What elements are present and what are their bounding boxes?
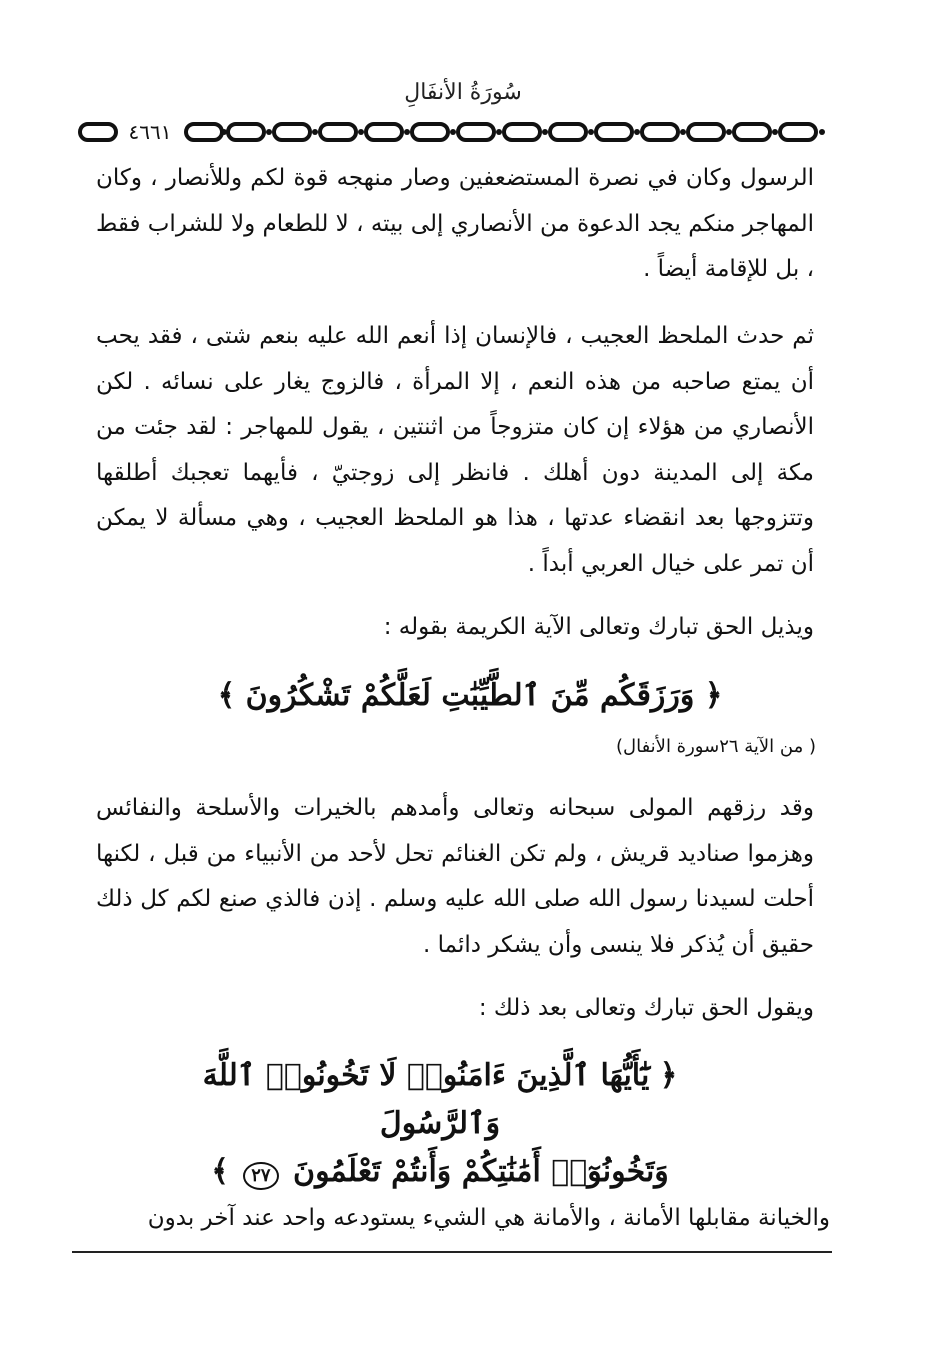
paragraph-3: ويذيل الحق تبارك وتعالى الآية الكريمة بقوله : (383, 614, 814, 640)
ornate-bracket-close: ﴾ (211, 1154, 229, 1189)
verse-line-2 (140, 1148, 740, 1196)
verse-number-marker: ٢٧ (243, 1162, 278, 1190)
paragraph-6: والخيانة مقابلها الأمانة ، والأمانة هي الشيء يستودعه واحد عند آخر بدون (147, 1205, 830, 1231)
page-number: ٤٦٦١ (118, 118, 182, 146)
header-ornament-border (78, 118, 838, 146)
paragraph-1: الرسول وكان في نصرة المستضعفين وصار منهجه قوة لكم وللأنصار ، وكان المهاجر منكم يجد الدعوة من الأنصاري إلى بيته ، لا للطعام ولا للشراب فقط ، بل للإقامة أيضاً . (96, 165, 814, 282)
verse-text-line-2: وَتَخُونُوٓا۟ أَمَٰنَٰتِكُمْ وَأَنتُمْ تَعْلَمُونَ (293, 1154, 669, 1189)
footer-divider (72, 1251, 832, 1253)
quran-verse-27 (140, 1052, 740, 1196)
ornate-bracket-open: ﴿ (704, 678, 723, 713)
surah-title: سُورَةُ الأنفَالِ (404, 80, 522, 105)
ornate-bracket-open: ﴿ (659, 1058, 678, 1093)
verse-text: وَرَزَقَكُم مِّنَ ٱلطَّيِّبَٰتِ لَعَلَّكُمْ تَشْكُرُونَ (245, 678, 695, 713)
verse-text-line-1: يَٰٓأَيُّهَا ٱلَّذِينَ ءَامَنُوا۟ لَا تَخُونُوا۟ ٱللَّهَ وَٱلرَّسُولَ (202, 1058, 650, 1141)
verse-reference: ( من الآية ٢٦سورة الأنفال) (615, 736, 816, 757)
paragraph-5: ويقول الحق تبارك وتعالى بعد ذلك : (478, 995, 814, 1021)
verse-line-1 (140, 1052, 740, 1148)
quran-verse-26 (120, 674, 820, 718)
ornate-bracket-close: ﴾ (217, 678, 236, 713)
paragraph-4: وقد رزقهم المولى سبحانه وتعالى وأمدهم بالخيرات والأسلحة والنفائس وهزموا صناديد قريش ، ولم تكن الغنائم تحل لأحد من الأنبياء من قبل ، لكنها أحلت لسيدنا رسول الله صلى الله عليه وسلم . إذن فالذي صنع لكم كل ذلك حقيق أن يُذكر فلا ينسى وأن يشكر دائما . (96, 795, 814, 958)
paragraph-2: ثم حدث الملحظ العجيب ، فالإنسان إذا أنعم الله عليه بنعم شتى ، فقد يحب أن يمتع صاحبه من هذه النعم ، إلا المرأة ، فالزوج يغار على نسائه . لكن الأنصاري من هؤلاء إن كان متزوجاً من اثنتين ، يقول للمهاجر : لقد جئت من مكة إلى المدينة دون أهلك . فانظر إلى زوجتيّ ، فأيهما تعجبك أطلقها وتتزوجها بعد انقضاء عدتها ، هذا هو الملحظ العجيب ، وهي مسألة لا يمكن أن تمر على خيال العربي أبداً . (96, 323, 814, 577)
